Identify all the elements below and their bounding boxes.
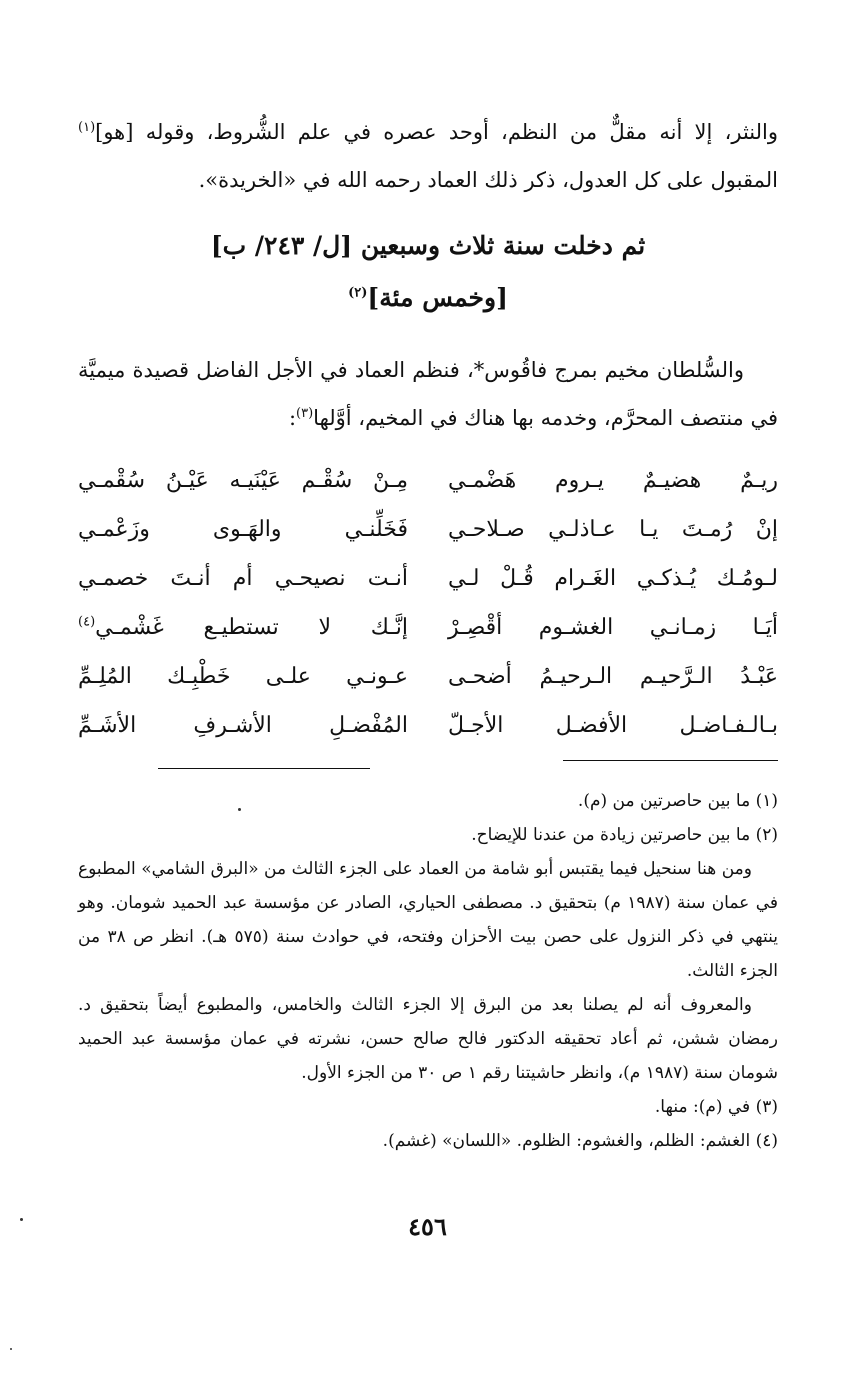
verse-second-hemistich-wrap	[78, 615, 408, 640]
verse-first-hemistich: لـومُـك يُـذكـي الغَـرام قُـلْ لـي	[448, 566, 778, 591]
poem-intro-colon: :	[288, 406, 297, 430]
poem-intro-text: والسُّلطان مخيم بمرج فاقُوس*، فنظم العماد في الأجل الفاضل قصيدة ميميَّة في منتصف المحرَّم، وخدمه بها هناك في المخيم، أوَّلها	[78, 358, 778, 430]
separator-rule-left	[158, 768, 370, 769]
poem-verse	[78, 505, 778, 554]
poem-verse	[78, 554, 778, 603]
footnote-4: (٤) الغشم: الظلم، والغشوم: الظلوم. «اللسان» (غشم).	[382, 1131, 778, 1151]
intro-line-2: المقبول على كل العدول، ذكر ذلك العماد رحمه الله في «الخريدة».	[198, 168, 778, 192]
footnote-2: (٢) ما بين حاصرتين زيادة من عندنا للإيضاح.	[471, 825, 778, 845]
footnote-ref-1: (١)	[78, 120, 96, 135]
scan-speck	[238, 808, 241, 811]
poem-intro-paragraph	[78, 346, 778, 442]
poem	[78, 456, 778, 750]
poem-verse	[78, 456, 778, 505]
verse-second-hemistich: أنـت نصيحـي أم أنـتَ خصمـي	[78, 566, 408, 591]
heading-line-2-wrap	[78, 272, 778, 324]
intro-paragraph	[78, 108, 778, 204]
verse-first-hemistich: عَبْـدُ الـرَّحيـم الـرحيـمُ أضحـى	[448, 664, 778, 689]
footnote-1: (١) ما بين حاصرتين من (م).	[577, 791, 778, 811]
scan-speck	[20, 1218, 23, 1221]
verse-first-hemistich: إنْ رُمـتَ يـا عـاذلـي صـلاحـي	[448, 517, 778, 542]
footnote-3: (٣) في (م): منها.	[654, 1097, 778, 1117]
footnotes	[78, 784, 778, 1158]
page-body	[78, 108, 778, 1158]
footnote-2-paragraph-2: والمعروف أنه لم يصلنا بعد من البرق إلا الجزء الثالث والخامس، والمطبوع أيضاً بتحقيق د. رمضان ششن، ثم أعاد تحقيقه الدكتور فالح صالح حسن، نشرته في عمان مؤسسة عبد الحميد شومان سنة (١٩٨٧ م)، وانظر حاشيتنا رقم ١ ص ٣٠ من الجزء الأول.	[78, 995, 778, 1083]
verse-first-hemistich: ريـمٌ هضيـمٌ يـروم هَضْمـي	[448, 468, 778, 493]
verse-second-hemistich: عـونـي علـى خَطْبِـك المُلِـمِّ	[78, 664, 408, 689]
footnote-ref-4: (٤)	[78, 614, 96, 630]
intro-line-1: والنثر، إلا أنه مقلٌّ من النظم، أوحد عصره في علم الشُّروط، وقوله [هو]	[95, 120, 778, 144]
page-number: ٤٥٦	[408, 1212, 447, 1241]
footnote-2-paragraph-1: ومن هنا سنحيل فيما يقتبس أبو شامة من العماد على الجزء الثالث من «البرق الشامي» المطبوع في عمان سنة (١٩٨٧ م) بتحقيق د. مصطفى الحياري، الصادر عن مؤسسة عبد الحميد شومان. وهو ينتهي في ذكر النزول على حصن بيت الأحزان وفتحه، في حوادث سنة (٥٧٥ هـ). انظر ص ٣٨ من الجزء الثالث.	[78, 859, 779, 981]
separator-rule-right	[563, 760, 778, 761]
scan-speck	[10, 1348, 12, 1350]
footnote-ref-3: (٣)	[296, 406, 314, 421]
poem-verse	[78, 652, 778, 701]
year-heading	[78, 220, 778, 324]
footnote-ref-2: (٢)	[348, 285, 368, 301]
verse-second-hemistich: المُفْضـلِ الأشـرفِ الأشَـمِّ	[78, 713, 408, 738]
verse-second-hemistich: فَخَلِّنـي والهَـوى وزَعْمـي	[78, 517, 408, 542]
heading-line-2: [وخمس مئة]	[367, 283, 508, 312]
poem-verse	[78, 603, 778, 652]
verse-second-hemistich: إنَّـك لا تستطيـع غَشْمـي	[95, 615, 408, 640]
verse-second-hemistich: مِـنْ سُقْـم عَيْنَيـه عَيْـنُ سُقْمـي	[78, 468, 408, 493]
poem-verse	[78, 701, 778, 750]
footnote-separator	[78, 754, 778, 784]
heading-line-1: ثم دخلت سنة ثلاث وسبعين [ل/ ٢٤٣/ ب]	[210, 231, 646, 260]
verse-first-hemistich: بـالـفـاضـل الأفضـل الأجـلّ	[448, 713, 778, 738]
verse-first-hemistich: أيَـا زمـانـي الغشـوم أقْصِـرْ	[448, 615, 778, 640]
